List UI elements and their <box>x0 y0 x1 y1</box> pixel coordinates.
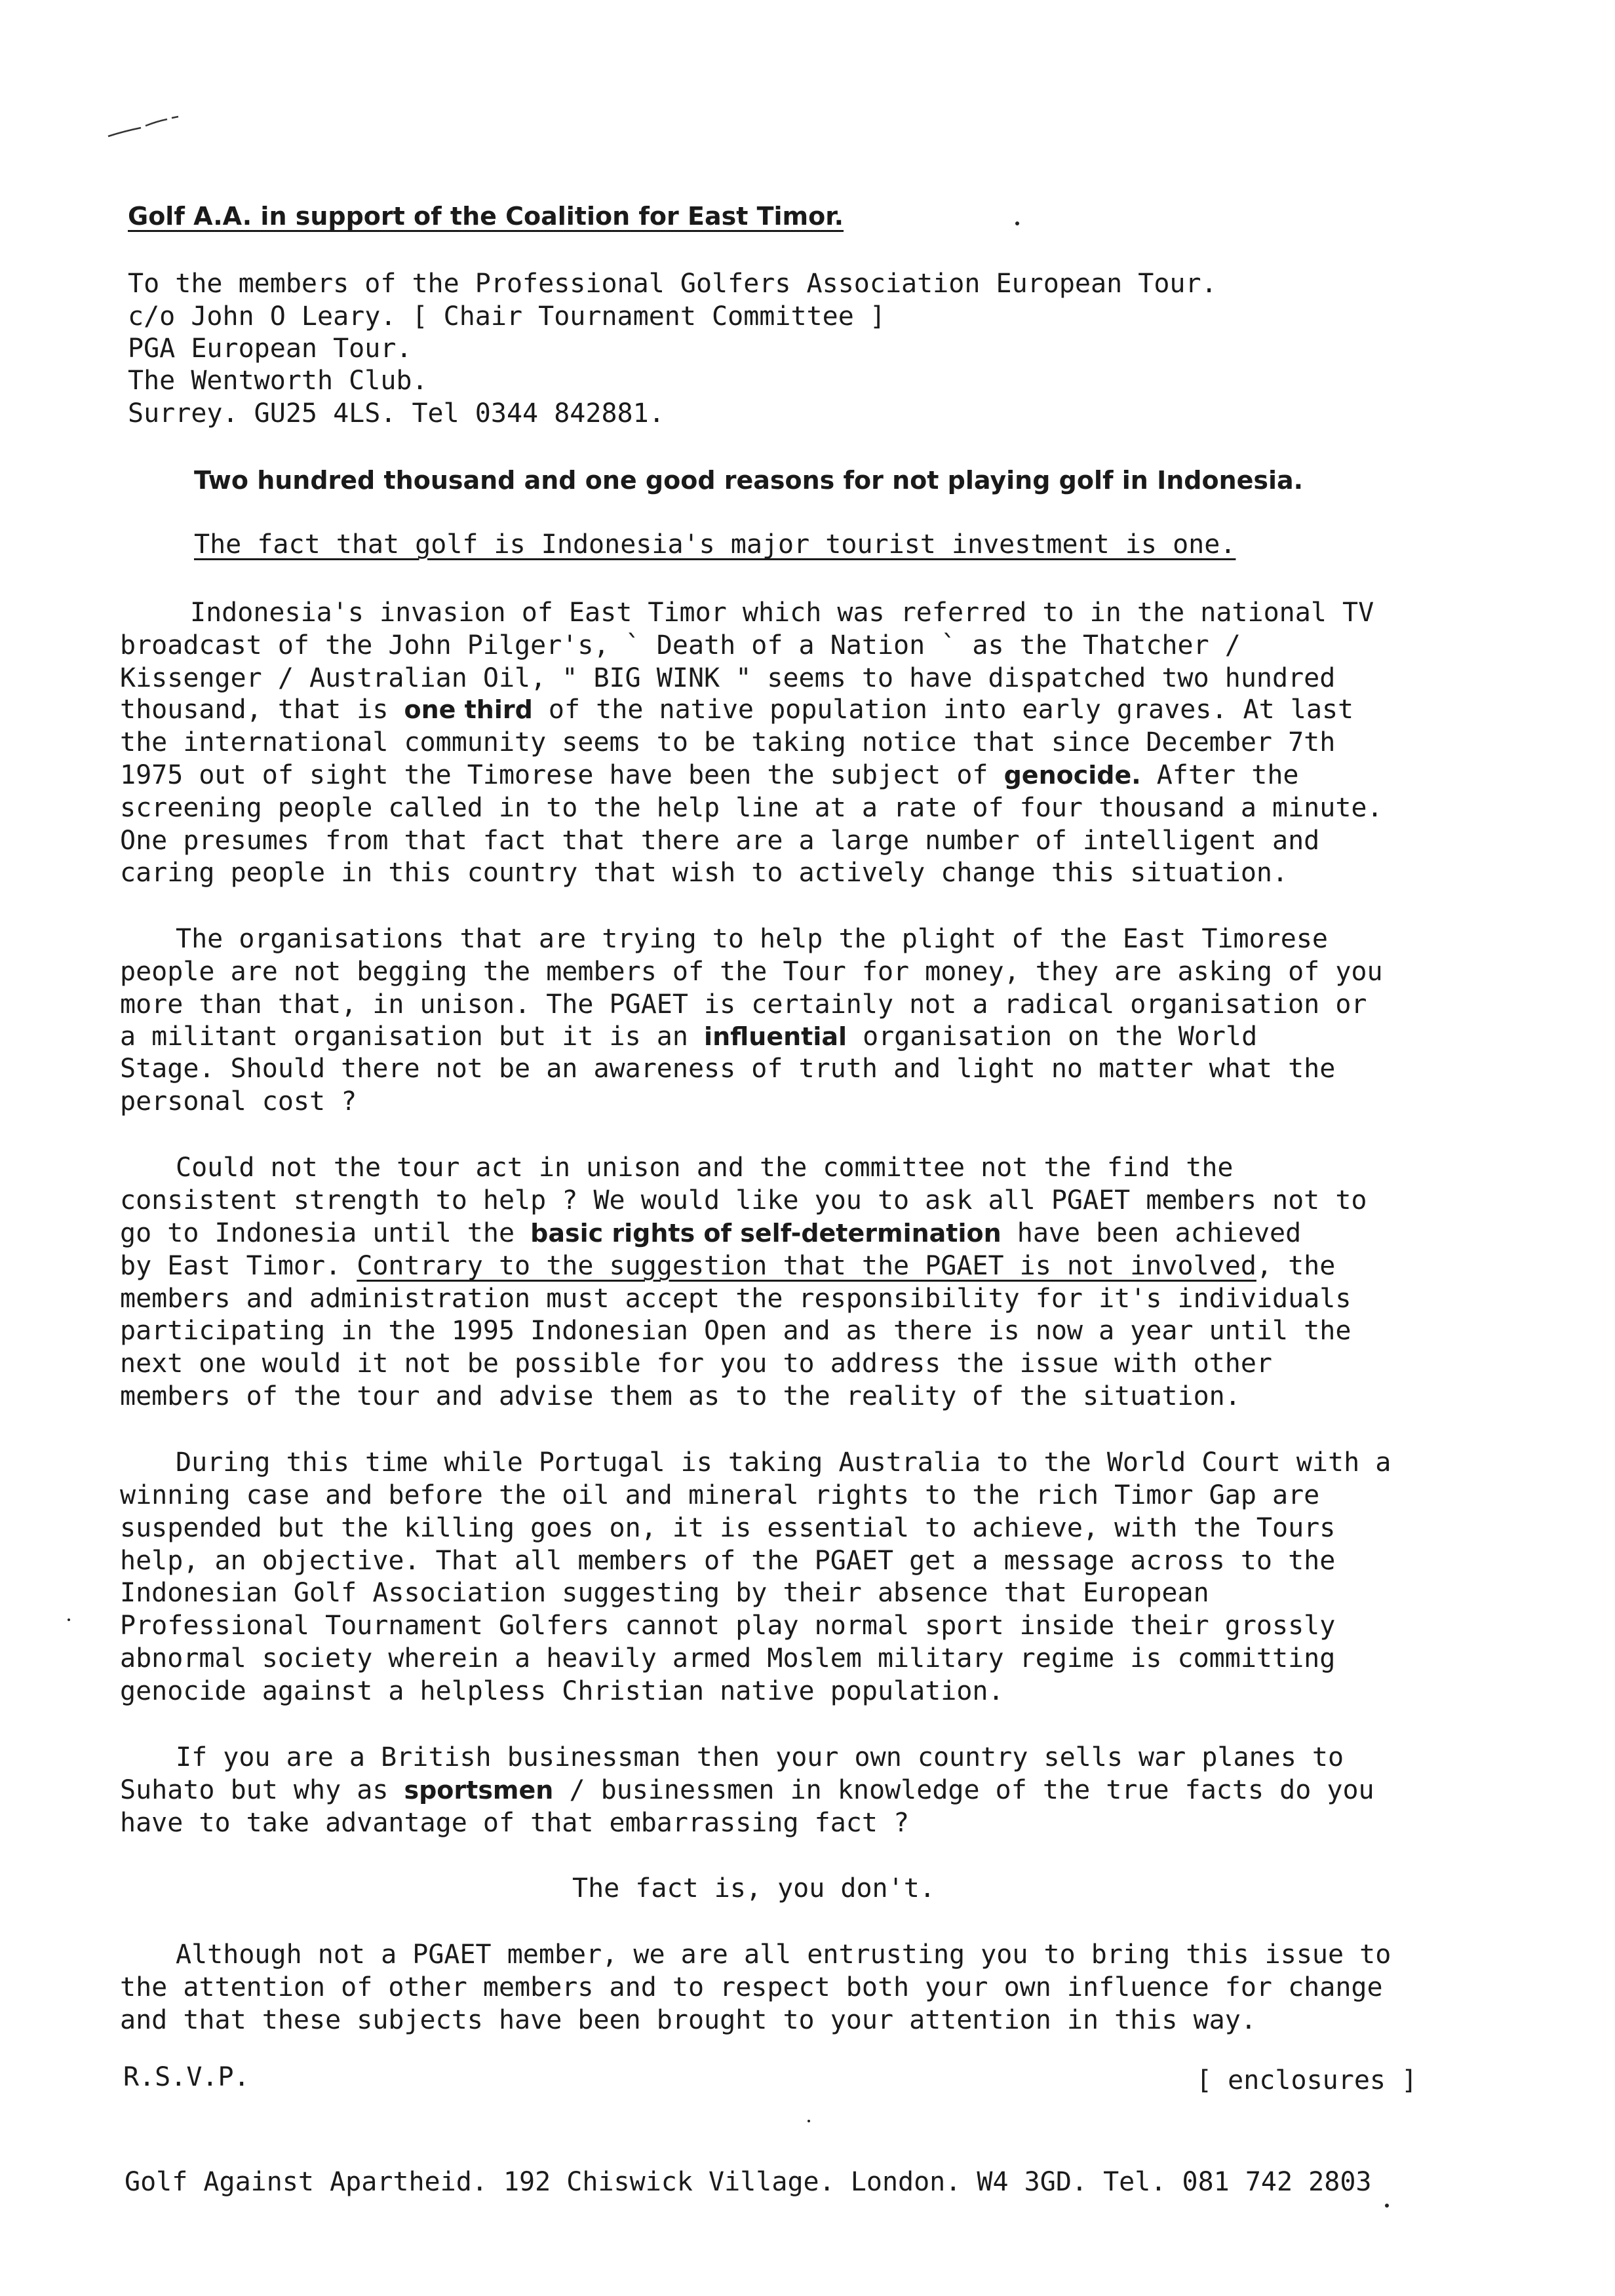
text-line <box>120 693 1353 726</box>
text-line: participating in the 1995 Indonesian Open and as there is now a year until the <box>120 1316 1352 1346</box>
text-line <box>120 1774 1374 1807</box>
text-segment: After the <box>1140 760 1299 790</box>
enclosures-note: [ enclosures ] <box>1196 2065 1418 2095</box>
text-segment: a militant organisation but it is an <box>120 1022 705 1052</box>
stray-dot <box>68 1618 70 1621</box>
address-line: To the members of the Professional Golfers Association European Tour. <box>128 269 1217 299</box>
text-segment: of the native population into early graves. At last <box>532 695 1354 725</box>
emphasis: sportsmen <box>404 1776 554 1805</box>
text-segment: go to Indonesia until the <box>120 1218 531 1248</box>
emphasis: one third <box>404 695 533 724</box>
text-line: During this time while Portugal is taking Australia to the World Court with a <box>176 1447 1391 1478</box>
text-line: Although not a PGAET member, we are all entrusting you to bring this issue to <box>176 1940 1391 1970</box>
text-line <box>120 1217 1301 1250</box>
text-line: caring people in this country that wish to actively change this situation. <box>120 858 1289 888</box>
sender-footer: Golf Against Apartheid. 192 Chiswick Village. London. W4 3GD. Tel. 081 742 2803 <box>125 2167 1372 2197</box>
text-line: winning case and before the oil and mineral rights to the rich Timor Gap are <box>120 1480 1320 1510</box>
address-line: Surrey. GU25 4LS. Tel 0344 842881. <box>128 398 665 429</box>
text-line: Stage. Should there not be an awareness of truth and light no matter what the <box>120 1054 1336 1084</box>
text-line: genocide against a helpless Christian native population. <box>120 1676 1004 1706</box>
text-line: screening people called in to the help line at a rate of four thousand a minute. <box>120 793 1383 823</box>
text-line: Professional Tournament Golfers cannot play normal sport inside their grossly <box>120 1611 1336 1641</box>
stray-dot <box>1015 221 1019 225</box>
address-line: PGA European Tour. <box>128 334 412 364</box>
text-line: consistent strength to help ? We would like you to ask all PGAET members not to <box>120 1185 1367 1215</box>
text-segment: thousand, that is <box>120 695 404 725</box>
stray-dot <box>1385 2204 1389 2208</box>
text-line: help, an objective. That all members of the PGAET get a message across to the <box>120 1546 1336 1576</box>
text-line: Indonesia's invasion of East Timor which was referred to in the national TV <box>190 598 1374 628</box>
text-line: people are not begging the members of the Tour for money, they are asking of you <box>120 957 1383 987</box>
text-line: and that these subjects have been brought to your attention in this way. <box>120 2005 1256 2035</box>
text-segment: Suhato but why as <box>120 1775 404 1805</box>
text-line: Indonesian Golf Association suggesting by their absence that European <box>120 1578 1209 1608</box>
headline: Two hundred thousand and one good reasons for not playing golf in Indonesia. <box>194 466 1304 495</box>
text-line <box>120 1020 1257 1053</box>
text-line: One presumes from that fact that there are a large number of intelligent and <box>120 826 1320 856</box>
text-segment: 1975 out of sight the Timorese have been the subject of <box>120 760 1004 790</box>
stray-dot <box>808 2120 810 2122</box>
text-line: the international community seems to be taking notice that since December 7th <box>120 727 1336 757</box>
text-line: If you are a British businessman then your own country sells war planes to <box>176 1742 1344 1772</box>
text-line: have to take advantage of that embarrassing fact ? <box>120 1808 910 1838</box>
text-line: Could not the tour act in unison and the committee not the find the <box>176 1153 1234 1183</box>
subheadline: The fact that golf is Indonesia's major tourist investment is one. <box>194 529 1236 560</box>
text-segment: organisation on the World <box>847 1022 1258 1052</box>
emphasis: basic rights of self-determination <box>530 1219 1002 1248</box>
text-line <box>120 759 1299 792</box>
text-line: the attention of other members and to respect both your own influence for change <box>120 1972 1383 2002</box>
emphasis: genocide. <box>1003 761 1141 790</box>
address-line: The Wentworth Club. <box>128 366 428 396</box>
text-line: next one would it not be possible for you to address the issue with other <box>120 1349 1272 1379</box>
text-line: abnormal society wherein a heavily armed Moslem military regime is committing <box>120 1643 1336 1674</box>
centered-statement: The fact is, you don't. <box>572 1873 935 1904</box>
text-segment: by East Timor. <box>120 1251 357 1281</box>
text-line: suspended but the killing goes on, it is essential to achieve, with the Tours <box>120 1513 1336 1543</box>
text-line: more than that, in unison. The PGAET is certainly not a radical organisation or <box>120 989 1367 1020</box>
text-line: personal cost ? <box>120 1086 357 1117</box>
text-line: The organisations that are trying to help the plight of the East Timorese <box>176 924 1328 954</box>
text-line <box>120 1250 1335 1282</box>
pen-mark <box>105 111 184 144</box>
text-line: broadcast of the John Pilger's, ` Death of a Nation ` as the Thatcher / <box>120 630 1241 660</box>
address-line: c/o John O Leary. [ Chair Tournament Committee ] <box>128 301 885 332</box>
text-line: Kissenger / Australian Oil, " BIG WINK " seems to have dispatched two hundred <box>120 663 1336 693</box>
text-line: members and administration must accept the responsibility for it's individuals <box>120 1284 1352 1314</box>
letter-title: Golf A.A. in support of the Coalition for East Timor. <box>128 202 844 231</box>
rsvp: R.S.V.P. <box>123 2062 250 2092</box>
emphasis: influential <box>704 1022 847 1051</box>
text-segment: have been achieved <box>1001 1218 1302 1248</box>
text-segment: , the <box>1256 1251 1336 1281</box>
text-line: members of the tour and advise them as to the reality of the situation. <box>120 1381 1241 1411</box>
underlined-phrase: Contrary to the suggestion that the PGAET is not involved <box>357 1251 1256 1281</box>
text-segment: / businessmen in knowledge of the true facts do you <box>553 1775 1374 1805</box>
